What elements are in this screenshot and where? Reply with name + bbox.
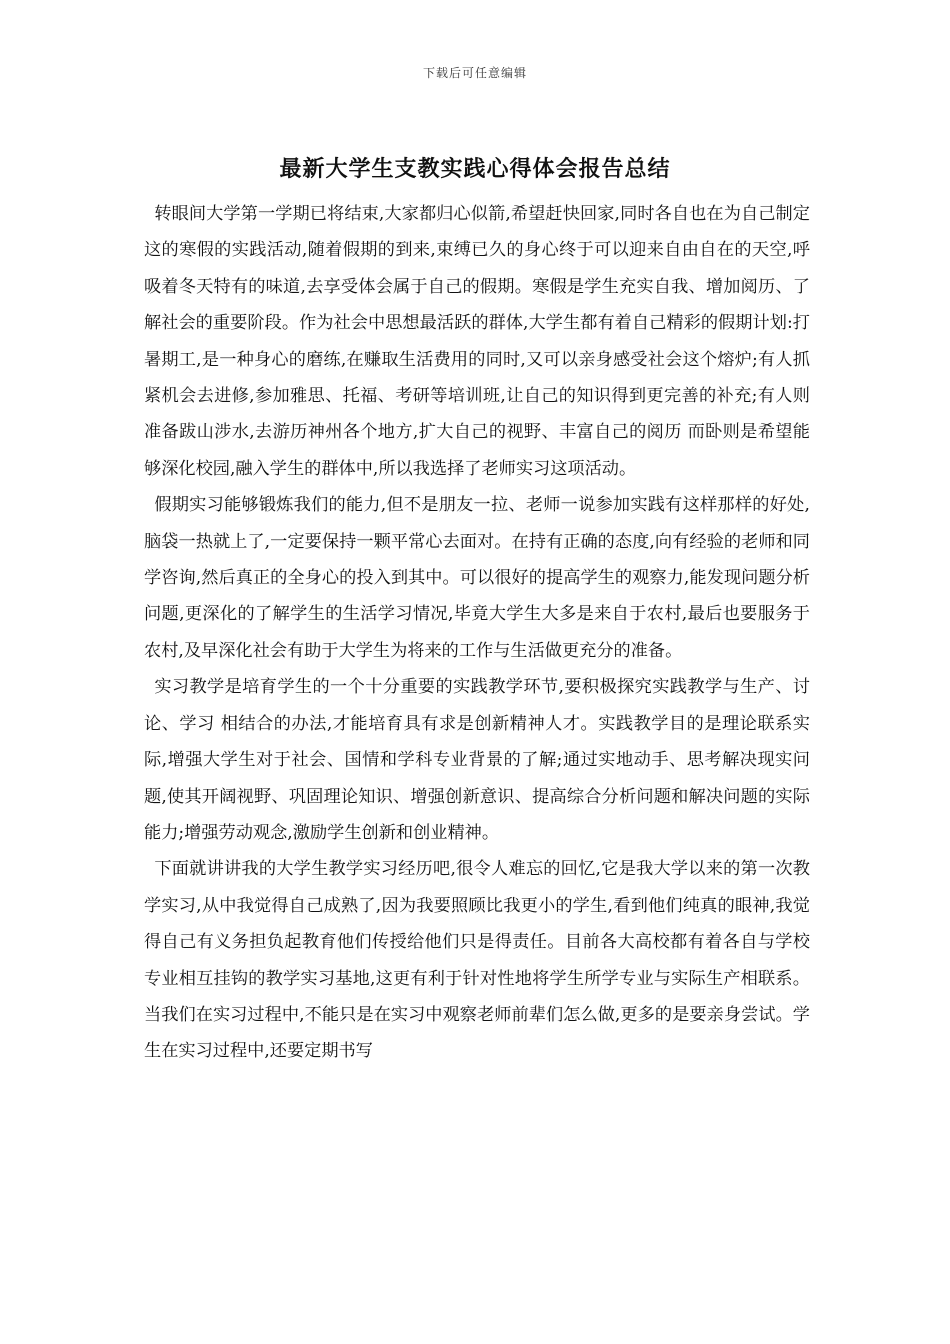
paragraph-3: 实习教学是培育学生的一个十分重要的实践教学环节,要积极探究实践教学与生产、讨论、学习 相结合的办法,才能培育具有求是创新精神人才。实践教学目的是理论联系实际,增强大学生对于社会、国情和学科专业背景的了解;通过实地动手、思考解决现实问题,使其开阔视野、巩固理论知识、增强创新意识、提高综合分析问题和解决问题的实际能力;增强劳动观念,激励学生创新和创业精神。 xyxy=(144,677,810,843)
header-note: 下载后可任意编辑 xyxy=(422,66,527,80)
paragraph-1: 转眼间大学第一学期已将结束,大家都归心似箭,希望赶快回家,同时各自也在为自己制定这的寒假的实践活动,随着假期的到来,束缚已久的身心终于可以迎来自由自在的天空,呼吸着冬天特有的味道,去享受体会属于自己的假期。寒假是学生充实自我、增加阅历、了解社会的重要阶段。作为社会中思想最活跃的群体,大学生都有着自己精彩的假期计划:打暑期工,是一种身心的磨练,在赚取生活费用的同时,又可以亲身感受社会这个熔炉;有人抓紧机会去进修,参加雅思、托福、考研等培训班,让自己的知识得到更完善的补充;有人则准备跋山涉水,去游历神州各个地方,扩大自己的视野、丰富自己的阅历 而卧则是希望能够深化校园,融入学生的群体中,所以我选择了老师实习这项活动。 xyxy=(144,204,810,479)
paragraph-2: 假期实习能够锻炼我们的能力,但不是朋友一拉、老师一说参加实践有这样那样的好处,脑袋一热就上了,一定要保持一颗平常心去面对。在持有正确的态度,向有经验的老师和同学咨询,然后真正的全身心的投入到其中。可以很好的提高学生的观察力,能发现问题分析问题,更深化的了解学生的生活学习情况,毕竟大学生大多是来自于农村,最后也要服务于农村,及早深化社会有助于大学生为将来的工作与生活做更充分的准备。 xyxy=(144,495,810,661)
paragraph-4: 下面就讲讲我的大学生教学实习经历吧,很令人难忘的回忆,它是我大学以来的第一次教学实习,从中我觉得自己成熟了,因为我要照顾比我更小的学生,看到他们纯真的眼神,我觉得自己有义务担负起教育他们传授给他们只是得责任。目前各大高校都有着各自与学校专业相互挂钩的教学实习基地,这更有利于针对性地将学生所学专业与实际生产相联系。当我们在实习过程中,不能只是在实习中观察老师前辈们怎么做,更多的是要亲身尝试。学生在实习过程中,还要定期书写 xyxy=(144,859,810,1062)
document-title: 最新大学生支教实践心得体会报告总结 xyxy=(279,157,671,182)
document-body xyxy=(144,196,810,1070)
